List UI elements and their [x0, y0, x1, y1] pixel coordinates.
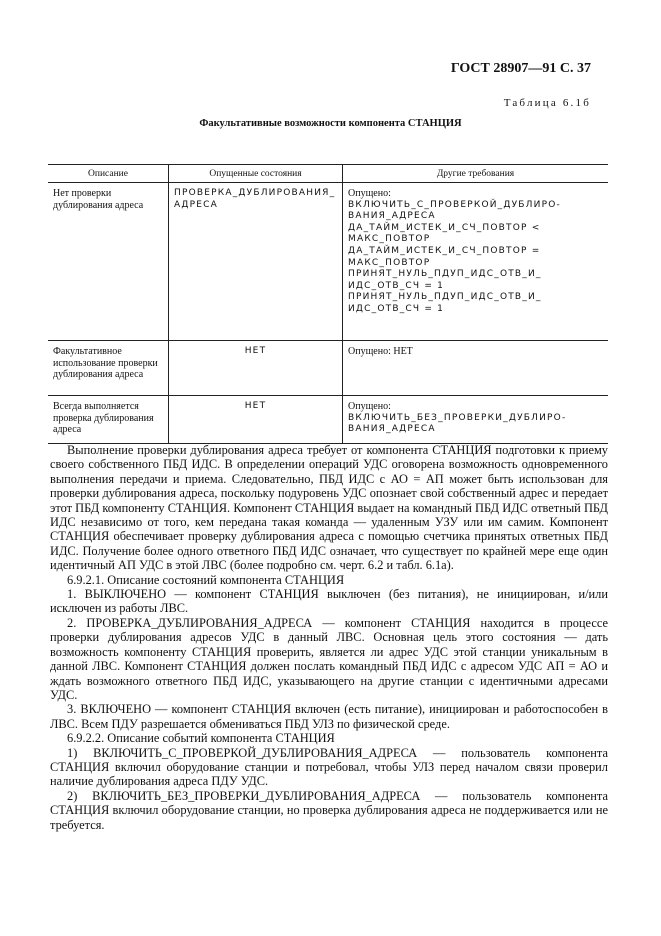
paragraph-intro: Выполнение проверки дублирования адреса требует от компонента СТАНЦИЯ подготовки к приему своего собственного ПБД ИДС. В определении операций УДС оговорена возможность одновременного выполнения передачи и приема. Следовательно, ПБД ИДС с АО = АП может быть использован для проверки дублирования адреса, поскольку подуровень УДС опознает свой собственный адрес и передает этот ПБД компоненту СТАНЦИЯ. Компонент СТАНЦИЯ выдает на командный ПБД ИДС ответный ПБД ИДС независимо от того, кем передана такая команда — удаленным УЗУ или им самим. Компонент СТАНЦИЯ обеспечивает проверку дублирования адреса с помощью счетчика принятых ответных ПБД ИДС. Получение более одного ответного ПБД ИДС означает, что существует по крайней мере еще один идентичный АП УДС в этой ЛВС (более подробно см. черт. 6.2 и табл. 6.1а). [50, 443, 608, 573]
cell-omitted-states: НЕТ [169, 396, 343, 444]
column-header-description: Описание [48, 165, 169, 183]
column-header-other-requirements: Другие требования [343, 165, 609, 183]
requirement-line: ДА_ТАЙМ_ИСТЕК_И_СЧ_ПОВТОР < [348, 222, 541, 233]
cell-other-requirements: Опущено: НЕТ [343, 341, 609, 396]
requirement-line: ВАНИЯ_АДРЕСА [348, 211, 436, 222]
table-title: Факультативные возможности компонента СТАНЦИЯ [199, 118, 462, 129]
options-table [48, 164, 608, 444]
requirement-line: МАКС_ПОВТОР [348, 234, 431, 245]
cell-description: Всегда выполняется проверка дублирования адреса [48, 396, 169, 444]
paragraph-state-off: 1. ВЫКЛЮЧЕНО — компонент СТАНЦИЯ выключен (без питания), не инициирован, и/или исключен из работы ЛВС. [50, 587, 608, 616]
paragraph-state-on: 3. ВКЛЮЧЕНО — компонент СТАНЦИЯ включен (есть питание), инициирован и работоспособен в ЛВС. Всем ПДУ разрешается обмениваться ПБД УЛЗ по физической среде. [50, 702, 608, 731]
cell-omitted-states: НЕТ [169, 341, 343, 396]
paragraph-event-without-check: 2) ВКЛЮЧИТЬ_БЕЗ_ПРОВЕРКИ_ДУБЛИРОВАНИЯ_АДРЕСА — пользователь компонента СТАНЦИЯ включил оборудование станции, но проверка дублирования адреса не поддерживается или не требуется. [50, 788, 608, 832]
requirement-line: ВКЛЮЧИТЬ_БЕЗ_ПРОВЕРКИ_ДУБЛИРО- [348, 412, 567, 423]
requirement-line: Опущено: [348, 401, 391, 412]
body-text [50, 443, 608, 832]
requirement-line: ИДС_ОТВ_СЧ = 1 [348, 280, 445, 291]
section-heading-events: 6.9.2.2. Описание событий компонента СТАНЦИЯ [67, 731, 335, 746]
table-row [48, 396, 608, 444]
column-header-omitted-states: Опущенные состояния [169, 165, 343, 183]
requirement-line: МАКС_ПОВТОР [348, 257, 431, 268]
requirement-line: ИДС_ОТВ_СЧ = 1 [348, 303, 445, 314]
table-row [48, 341, 608, 396]
cell-omitted-states: ПРОВЕРКА_ДУБЛИРОВАНИЯ_ АДРЕСА [169, 183, 343, 341]
cell-other-requirements [343, 396, 609, 444]
paragraph-state-check: 2. ПРОВЕРКА_ДУБЛИРОВАНИЯ_АДРЕСА — компонент СТАНЦИЯ находится в процессе проверки дублирования адресов УДС в данный ЛВС. Основная цель этого состояния — дать возможность компоненту СТАНЦИЯ проверить, является ли адрес УДС этой станции уникальным в данной ЛВС. Компонент СТАНЦИЯ должен послать командный ПБД ИДС с адресом УДС АП = АО и ждать возможного ответного ПБД ИДС, указывающего на другие станции с идентичными адресами УДС. [50, 615, 608, 702]
requirement-line: ВАНИЯ_АДРЕСА [348, 424, 436, 435]
section-heading-states: 6.9.2.1. Описание состояний компонента СТАНЦИЯ [67, 572, 345, 587]
table-header-row [48, 165, 608, 183]
table-label: Таблица 6.1б [503, 97, 591, 109]
page-header: ГОСТ 28907—91 С. 37 [450, 61, 591, 76]
requirement-line: ПРИНЯТ_НУЛЬ_ПДУП_ИДС_ОТВ_И_ [348, 292, 542, 303]
cell-description: Нет проверки дублирования адреса [48, 183, 169, 341]
cell-other-requirements [343, 183, 609, 341]
requirement-line: ДА_ТАЙМ_ИСТЕК_И_СЧ_ПОВТОР = [348, 245, 541, 256]
requirement-line: ПРИНЯТ_НУЛЬ_ПДУП_ИДС_ОТВ_И_ [348, 269, 542, 280]
requirement-line: Опущено: [348, 188, 391, 199]
paragraph-event-with-check: 1) ВКЛЮЧИТЬ_С_ПРОВЕРКОЙ_ДУБЛИРОВАНИЯ_АДРЕСА — пользователь компонента СТАНЦИЯ включил оборудование станции и потребовал, чтобы УЛЗ перед началом связи проверил наличие дублирования адреса ПДУ УДС. [50, 745, 608, 789]
table-row [48, 183, 608, 341]
cell-description: Факультативное использование проверки дублирования адреса [48, 341, 169, 396]
requirement-line: ВКЛЮЧИТЬ_С_ПРОВЕРКОЙ_ДУБЛИРО- [348, 199, 561, 210]
